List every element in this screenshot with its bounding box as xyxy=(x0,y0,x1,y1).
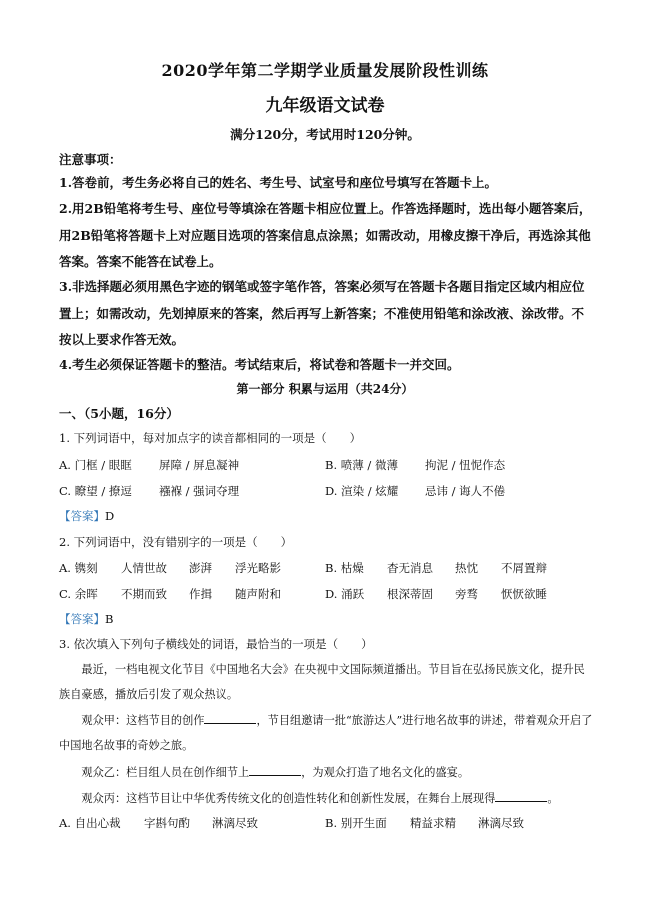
viewer-b-text1: 观众乙：栏目组人员在创作细节上 xyxy=(81,766,250,779)
q1-d-part1: D. 渲染 / 炫耀 xyxy=(325,484,399,498)
q2-c-word4: 随声附和 xyxy=(235,587,281,601)
score-line: 满分120分，考试用时120分钟。 xyxy=(230,127,420,142)
viewer-c-text2: 。 xyxy=(547,792,559,805)
q3-a-word3: 淋漓尽致 xyxy=(212,816,258,830)
q2-option-a[interactable] xyxy=(59,560,281,576)
q3-passage-viewer-a xyxy=(59,708,593,758)
q1-a-part1: A. 门框 / 眼眶 xyxy=(59,458,132,472)
question-2-stem: 2. 下列词语中，没有错别字的一项是（ ） xyxy=(59,535,293,549)
notice-item-4: 4.考生必须保证答题卡的整洁。考试结束后，将试卷和答题卡一并交回。 xyxy=(59,357,460,372)
q2-a-word1: A. 镌刻 xyxy=(59,561,98,575)
q2-c-word3: 作揖 xyxy=(189,587,212,601)
q1-option-b[interactable] xyxy=(325,457,505,473)
q2-c-word2: 不期而致 xyxy=(121,587,167,601)
q3-a-word1: A. 自出心裁 xyxy=(59,816,121,830)
q3-passage-viewer-c xyxy=(59,786,593,811)
q2-b-word3: 热忱 xyxy=(455,561,478,575)
part-title: 第一部分 积累与运用（共24分） xyxy=(236,382,414,396)
q2-d-word1: D. 涌跃 xyxy=(325,587,365,601)
q2-b-word4: 不屑置辩 xyxy=(501,561,547,575)
q2-d-word2: 根深蒂固 xyxy=(387,587,433,601)
notice-item-1: 1.答卷前，考生务必将自己的姓名、考生号、试室号和座位号填写在答题卡上。 xyxy=(59,175,498,190)
section-title: 一、（5小题，16分） xyxy=(59,406,179,421)
q1-a-part2: 屏障 / 屏息凝神 xyxy=(159,458,240,472)
blank-2 xyxy=(249,765,301,776)
blank-3 xyxy=(495,791,547,802)
q2-b-word2: 杳无消息 xyxy=(387,561,433,575)
notice-item-2: 2.用2B铅笔将考生号、座位号等填涂在答题卡相应位置上。作答选择题时，选出每小题答案后，用2B铅笔将答题卡上对应题目选项的答案信息点涂黑；如需改动，用橡皮擦干净后，再选涂其他答案。答案不能答在试卷上。 xyxy=(59,201,592,269)
answer-tag: 【答案】 xyxy=(59,612,105,626)
q2-b-word1: B. 枯燥 xyxy=(325,561,364,575)
q1-d-part2: 忌讳 / 诲人不倦 xyxy=(425,484,506,498)
notice-item-3: 3.非选择题必须用黑色字迹的钢笔或签字笔作答，答案必须写在答题卡各题目指定区域内相应位置上；如需改动，先划掉原来的答案，然后再写上新答案；不准使用铅笔和涂改液、涂改带。不按以上要求作答无效。 xyxy=(59,279,585,347)
q1-c-part2: 襁褓 / 强词夺理 xyxy=(159,484,240,498)
viewer-c-text1: 观众丙：这档节目让中华优秀传统文化的创造性转化和创新性发展，在舞台上展现得 xyxy=(81,792,496,805)
q1-b-part2: 拘泥 / 忸怩作态 xyxy=(425,458,506,472)
q3-option-a[interactable] xyxy=(59,815,258,831)
q3-a-word2: 字斟句酌 xyxy=(144,816,190,830)
answer-value: D xyxy=(105,509,115,523)
q2-d-word3: 旁骛 xyxy=(455,587,478,601)
blank-1 xyxy=(204,713,256,724)
q3-b-word3: 淋漓尽致 xyxy=(478,816,524,830)
q2-d-word4: 恹恹欲睡 xyxy=(501,587,547,601)
question-1-stem: 1. 下列词语中，每对加点字的读音都相同的一项是（ ） xyxy=(59,431,362,445)
q1-option-d[interactable] xyxy=(325,483,505,499)
q2-option-b[interactable] xyxy=(325,560,547,576)
q1-option-c[interactable] xyxy=(59,483,239,499)
q2-option-d[interactable] xyxy=(325,586,547,602)
q2-a-word3: 澎湃 xyxy=(189,561,212,575)
q1-b-part1: B. 喷薄 / 微薄 xyxy=(325,458,398,472)
q3-b-word1: B. 别开生面 xyxy=(325,816,387,830)
q1-answer xyxy=(59,508,114,524)
q3-passage-viewer-b xyxy=(59,760,593,785)
q2-option-c[interactable] xyxy=(59,586,281,602)
viewer-b-text2: ，为观众打造了地名文化的盛宴。 xyxy=(301,766,470,779)
q1-c-part1: C. 瞭望 / 撩逗 xyxy=(59,484,132,498)
q3-option-b[interactable] xyxy=(325,815,524,831)
q3-passage-intro: 最近，一档电视文化节目《中国地名大会》在央视中文国际频道播出。节目旨在弘扬民族文化，提升民族自豪感，播放后引发了观众热议。 xyxy=(59,663,585,701)
q2-answer xyxy=(59,611,113,627)
q2-a-word2: 人情世故 xyxy=(121,561,167,575)
exam-subtitle: 九年级语文试卷 xyxy=(265,96,385,116)
viewer-a-text2: ，节目组邀请一批“旅游达人”进行地名故事的讲述，带着观众开启了中国地名故事的奇妙之旅。 xyxy=(59,714,593,752)
answer-value: B xyxy=(105,612,114,626)
exam-title: 2020学年第二学期学业质量发展阶段性训练 xyxy=(161,61,489,80)
q3-b-word2: 精益求精 xyxy=(410,816,456,830)
q1-option-a[interactable] xyxy=(59,457,239,473)
answer-tag: 【答案】 xyxy=(59,509,105,523)
notice-heading: 注意事项： xyxy=(59,152,122,167)
question-3-stem: 3. 依次填入下列句子横线处的词语，最恰当的一项是（ ） xyxy=(59,637,373,651)
q2-a-word4: 浮光略影 xyxy=(235,561,281,575)
viewer-a-text1: 观众甲：这档节目的创作 xyxy=(81,714,205,727)
q2-c-word1: C. 余晖 xyxy=(59,587,98,601)
